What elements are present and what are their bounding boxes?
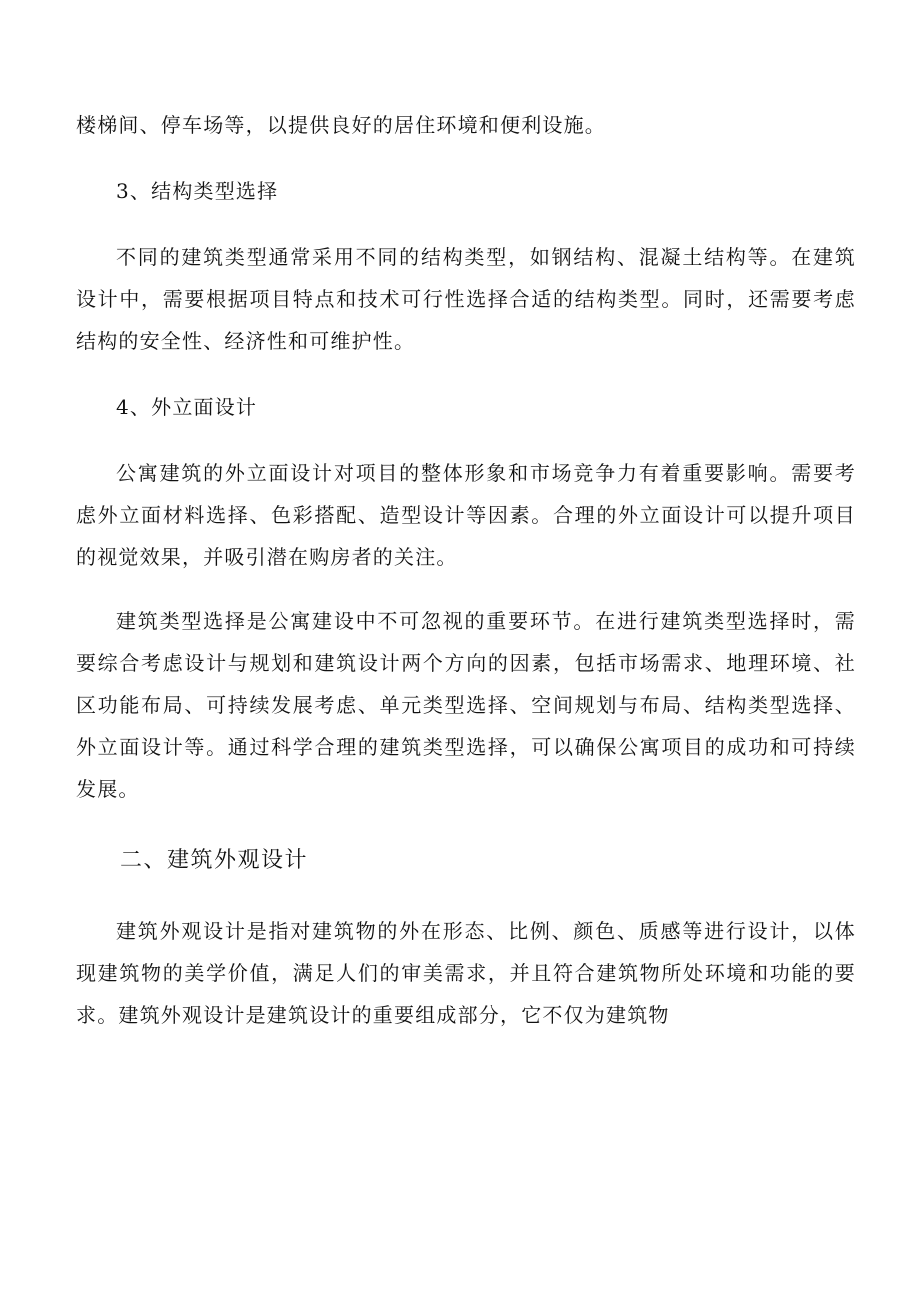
document-body <box>76 104 856 1036</box>
heading-structure-type: 3、结构类型选择 <box>116 179 279 203</box>
paragraph-summary: 建筑类型选择是公寓建设中不可忽视的重要环节。在进行建筑类型选择时，需要综合考虑设计与规划和建筑设计两个方向的因素，包括市场需求、地理环境、社区功能布局、可持续发展考虑、单元类型选择、空间规划与布局、结构类型选择、外立面设计等。通过科学合理的建筑类型选择，可以确保公寓项目的成功和可持续发展。 <box>76 609 856 801</box>
paragraph-structure-type: 不同的建筑类型通常采用不同的结构类型，如钢结构、混凝土结构等。在建筑设计中，需要根据项目特点和技术可行性选择合适的结构类型。同时，还需要考虑结构的安全性、经济性和可维护性。 <box>76 245 856 353</box>
paragraph-continued: 楼梯间、停车场等，以提供良好的居住环境和便利设施。 <box>76 113 606 137</box>
section-heading-appearance: 二、建筑外观设计 <box>120 848 309 873</box>
paragraph-appearance-design: 建筑外观设计是指对建筑物的外在形态、比例、颜色、质感等进行设计，以体现建筑物的美学价值，满足人们的审美需求，并且符合建筑物所处环境和功能的要求。建筑外观设计是建筑设计的重要组成部分，它不仅为建筑物 <box>76 919 856 1027</box>
heading-facade-design: 4、外立面设计 <box>116 395 258 419</box>
paragraph-facade-design: 公寓建筑的外立面设计对项目的整体形象和市场竞争力有着重要影响。需要考虑外立面材料选择、色彩搭配、造型设计等因素。合理的外立面设计可以提升项目的视觉效果，并吸引潜在购房者的关注。 <box>76 461 856 569</box>
